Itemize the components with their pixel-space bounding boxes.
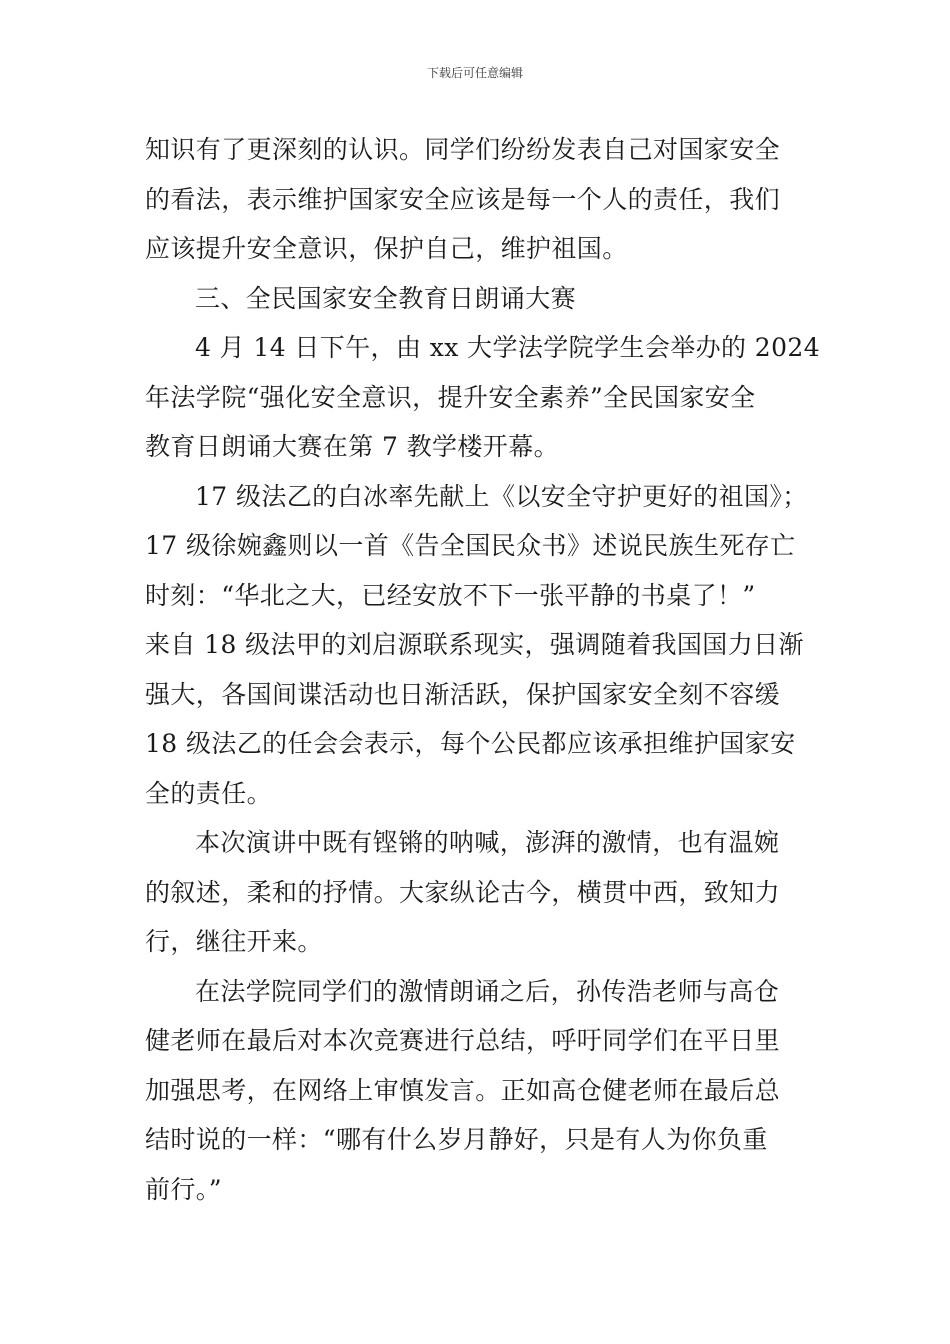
text-line: 知识有了更深刻的认识。同学们纷纷发表自己对国家安全 — [145, 135, 781, 164]
text-line: 年法学院“强化安全意识，提升安全素养”全民国家安全 — [145, 382, 756, 412]
text-line: 健老师在最后对本次竞赛进行总结，呼吁同学们在平日里 — [145, 1026, 781, 1055]
paragraph — [145, 818, 810, 967]
text-line: 17 级法乙的白冰率先献上《以安全守护更好的祖国》； — [195, 481, 808, 511]
paragraph — [145, 323, 821, 472]
text-line: 4 月 14 日下午，由 xx 大学法学院学生会举办的 2024 — [195, 333, 821, 362]
page-header-note: 下载后可任意编辑 — [426, 66, 523, 80]
text-line: 加强思考，在网络上审慎发言。正如高仓健老师在最后总 — [145, 1075, 781, 1105]
paragraph — [145, 967, 810, 1215]
text-line: 前行。” — [145, 1174, 222, 1204]
text-line: 应该提升安全意识，保护自己，维护祖国。 — [145, 234, 628, 263]
text-line: 行，继往开来。 — [145, 927, 323, 956]
text-line: 教育日朗诵大赛在第 7 教学楼开幕。 — [145, 432, 560, 461]
text-line: 在法学院同学们的激情朗诵之后，孙传浩老师与高仓 — [195, 976, 780, 1006]
text-line: 结时说的一样：“哪有什么岁月静好，只是有人为你负重 — [145, 1125, 768, 1154]
document-body — [145, 125, 821, 1214]
paragraph-continuation — [145, 125, 810, 274]
text-line: 时刻：“华北之大，已经安放不下一张平静的书桌了！” — [145, 580, 756, 610]
text-line: 三、全民国家安全教育日朗诵大赛 — [195, 283, 577, 313]
text-line: 18 级法乙的任会会表示，每个公民都应该承担维护国家安 — [145, 729, 796, 758]
text-line: 强大，各国间谍活动也日渐活跃，保护国家安全刻不容缓 — [145, 679, 781, 709]
text-line: 17 级徐婉鑫则以一首《告全国民众书》述说民族生死存亡 — [145, 531, 796, 560]
section-heading — [145, 274, 810, 324]
text-line: 全的责任。 — [145, 778, 273, 808]
text-line: 来自 18 级法甲的刘启源联系现实，强调随着我国国力日渐 — [145, 630, 804, 659]
text-line: 本次演讲中既有铿锵的呐喊，澎湃的激情，也有温婉 — [195, 828, 780, 857]
paragraph — [145, 472, 810, 819]
text-line: 的叙述，柔和的抒情。大家纵论古今，横贯中西，致知力 — [145, 877, 781, 907]
text-line: 的看法，表示维护国家安全应该是每一个人的责任，我们 — [145, 184, 781, 214]
